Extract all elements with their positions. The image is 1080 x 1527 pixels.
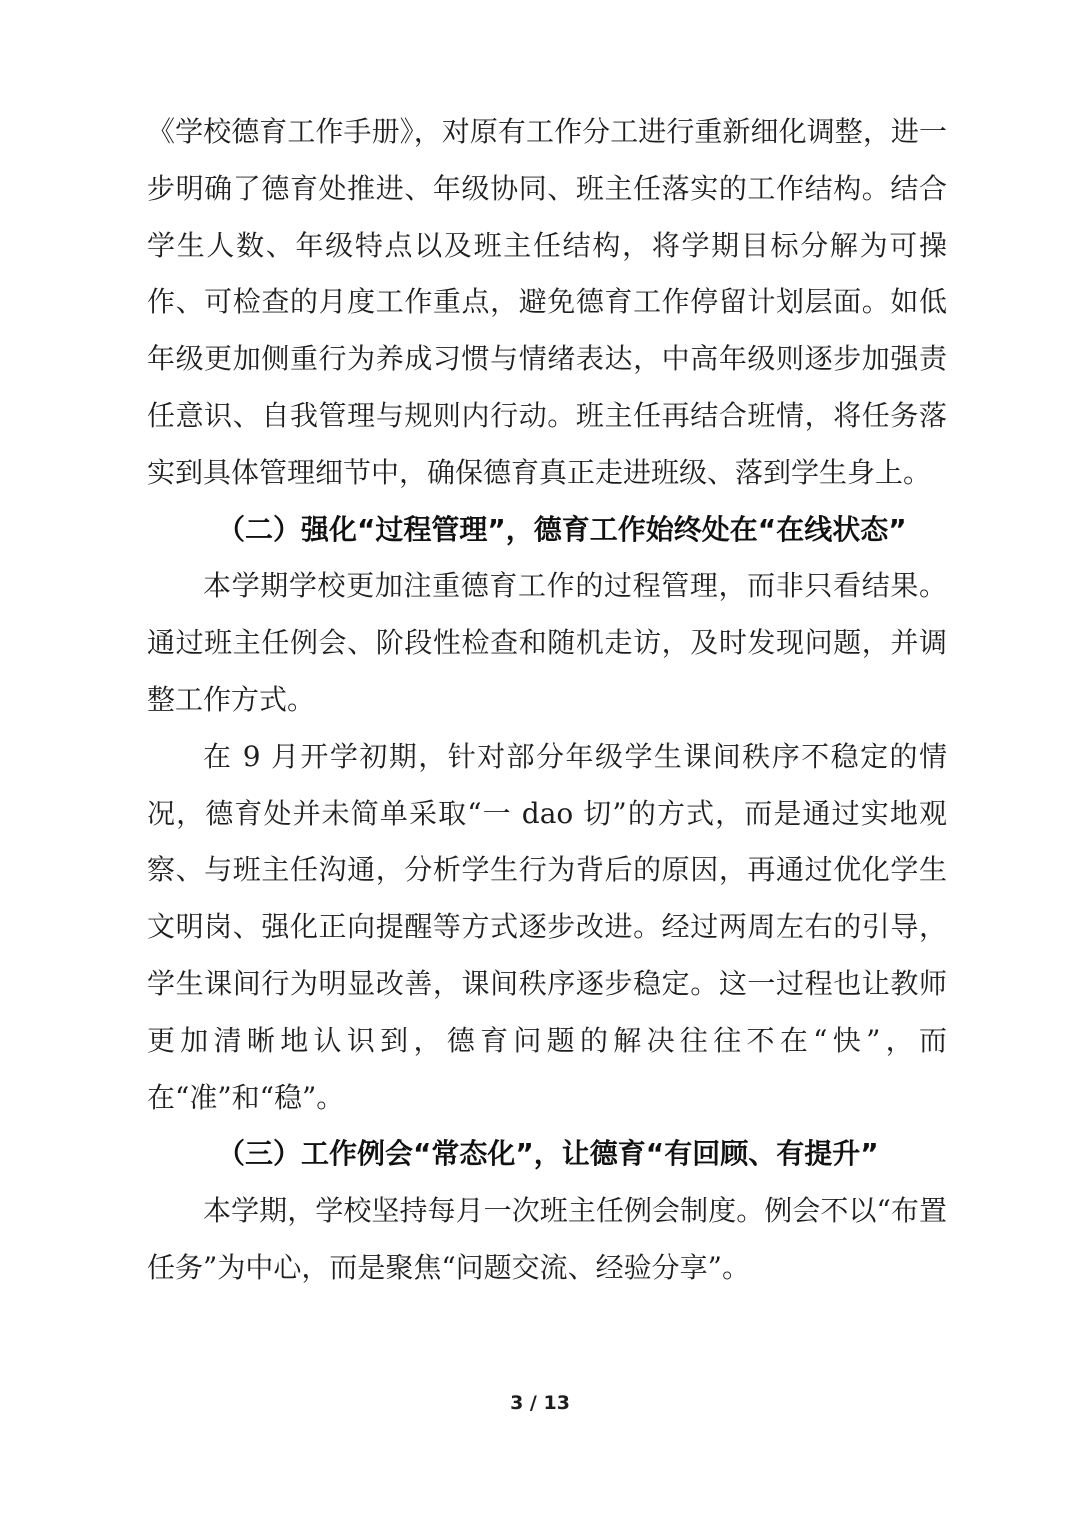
body-paragraph: 本学期，学校坚持每月一次班主任例会制度。例会不以“布置任务”为中心，而是聚焦“问题交流、经验分享”。 [147,1194,947,1284]
section-heading: （三）工作例会“常态化”，让德育“有回顾、有提升” [217,1137,879,1171]
page-number: 3 / 13 [510,1392,570,1414]
body-paragraph: 本学期学校更加注重德育工作的过程管理，而非只看结果。通过班主任例会、阶段性检查和随机走访，及时发现问题，并调整工作方式。 [147,569,947,716]
body-paragraph: 《学校德育工作手册》，对原有工作分工进行重新细化调整，进一步明确了德育处推进、年级协同、班主任落实的工作结构。结合学生人数、年级特点以及班主任结构，将学期目标分解为可操作、可检查的月度工作重点，避免德育工作停留计划层面。如低年级更加侧重行为养成习惯与情绪表达，中高年级则逐步加强责任意识、自我管理与规则内行动。班主任再结合班情，将任务落实到具体管理细节中，确保德育真正走进班级、落到学生身上。 [147,115,947,489]
section-heading: （二）强化“过程管理”，德育工作始终处在“在线状态” [217,512,907,546]
body-paragraph: 在 9 月开学初期，针对部分年级学生课间秩序不稳定的情况，德育处并未简单采取“一 dao 切”的方式，而是通过实地观察、与班主任沟通，分析学生行为背后的原因，再通过优化学生文明岗、强化正向提醒等方式逐步改进。经过两周左右的引导，学生课间行为明显改善，课间秩序逐步稳定。这一过程也让教师更加清晰地认识到，德育问题的解决往往不在“快”，而在“准”和“稳”。 [147,739,947,1114]
document-body [147,104,947,1297]
